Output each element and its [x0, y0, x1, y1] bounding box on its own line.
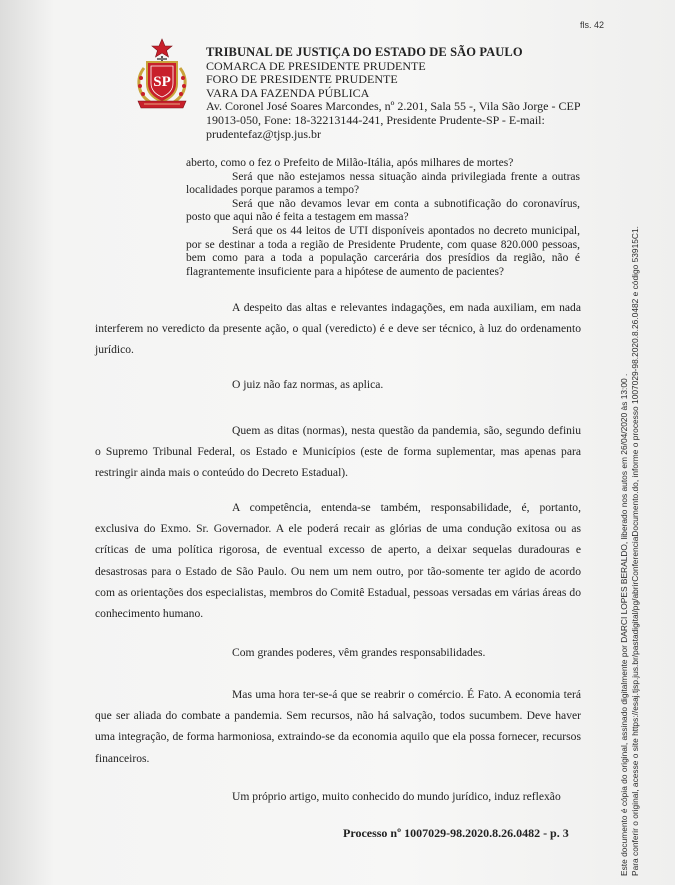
body-paragraph: Com grandes poderes, vêm grandes responsabilidades.: [232, 646, 486, 659]
address-line-2: 19013-050, Fone: 18-32213144-241, Presidente Prudente-SP - E-mail:: [206, 112, 545, 127]
page-number: fls. 42: [580, 20, 605, 30]
quote-line: aberto, como o fez o Prefeito de Milão-Itália, após milhares de mortes?: [186, 157, 514, 169]
body-paragraph: Um próprio artigo, muito conhecido do mundo jurídico, induz reflexão: [232, 790, 561, 803]
body-paragraph: Quem as ditas (normas), nesta questão da pandemia, são, segundo definiu o Supremo Tribunal Federal, os Estado e Municípios (este de forma suplementar, mas apenas para restringir ainda mais o conteúdo do Decreto Estadual).: [95, 424, 581, 480]
signature-line-2: Para conferir o original, acesse o site https://esaj.tjsp.jus.br/pastadigital/pg/abrirConferenciaDocumento.do, informe o processo 1007029-98.2020.8.26.0482 e código 53915C1.: [629, 226, 640, 876]
body-paragraph: Mas uma hora ter-se-á que se reabrir o comércio. É Fato. A economia terá que ser aliada do combate a pandemia. Sem recursos, não há salvação, todos sucumbem. Deve haver uma integração, de forma harmoniosa, extraindo-se da economia aquilo que ela possa fornecer, recursos financeiros.: [95, 688, 581, 765]
seal-letters: SP: [153, 74, 171, 90]
court-header: [206, 46, 591, 141]
body-paragraph: A competência, entenda-se também, responsabilidade, é, portanto, exclusiva do Exmo. Sr. Governador. A ele poderá recair as glórias de uma condução exitosa ou as críticas de uma política rigorosa, de eventual excesso de aperto, a deixar sequelas duradouras e desastrosas para o Estado de São Paulo. Ou nem um nem outro, por tão-somente ter agido de acordo com as orientações dos especialistas, membros do Comitê Estadual, pessoas versadas em várias áreas do conhecimento humano.: [95, 501, 581, 621]
email: prudentefaz@tjsp.jus.br: [206, 126, 322, 141]
court-name: TRIBUNAL DE JUSTIÇA DO ESTADO DE SÃO PAULO: [206, 45, 523, 59]
digital-signature-stamp: [619, 136, 641, 876]
process-number-footer: Processo nº 1007029-98.2020.8.26.0482 - p. 3: [343, 826, 569, 840]
quote-paragraph: Será que os 44 leitos de UTI disponíveis apontados no decreto municipal, por se destinar a toda a região de Presidente Prudente, com quase 820.000 pessoas, bem como para a toda a população carcerária dos presídios da região, não é flagrantemente insuficiente para a hipótese de aumento de pacientes?: [186, 224, 580, 278]
body-paragraph: A despeito das altas e relevantes indagações, em nada auxiliam, em nada interferem no veredicto da presente ação, o qual (veredicto) é e deve ser técnico, à luz do ordenamento jurídico.: [95, 301, 581, 357]
address-line-1: Av. Coronel José Soares Marcondes, nº 2.201, Sala 55 -, Vila São Jorge - CEP: [206, 99, 581, 114]
comarca: COMARCA DE PRESIDENTE PRUDENTE: [206, 58, 426, 73]
sao-paulo-coat-of-arms-icon: [132, 38, 192, 110]
signature-line-1: Este documento é cópia do original, assinado digitalmente por DARCI LOPES BERALDO, liberado nos autos em 26/04/2020 às 13:00 .: [619, 373, 629, 876]
vara: VARA DA FAZENDA PÚBLICA: [206, 85, 370, 100]
quote-paragraph: Será que não estejamos nessa situação ainda privilegiada frente a outras localidades porque paramos a tempo?: [186, 170, 580, 197]
quote-paragraph: Será que não devamos levar em conta a subnotificação do coronavírus, posto que aqui não é feita a testagem em massa?: [186, 197, 580, 224]
quoted-passage: [186, 157, 580, 279]
foro: FORO DE PRESIDENTE PRUDENTE: [206, 72, 398, 87]
body-paragraph: O juiz não faz normas, as aplica.: [232, 378, 384, 391]
